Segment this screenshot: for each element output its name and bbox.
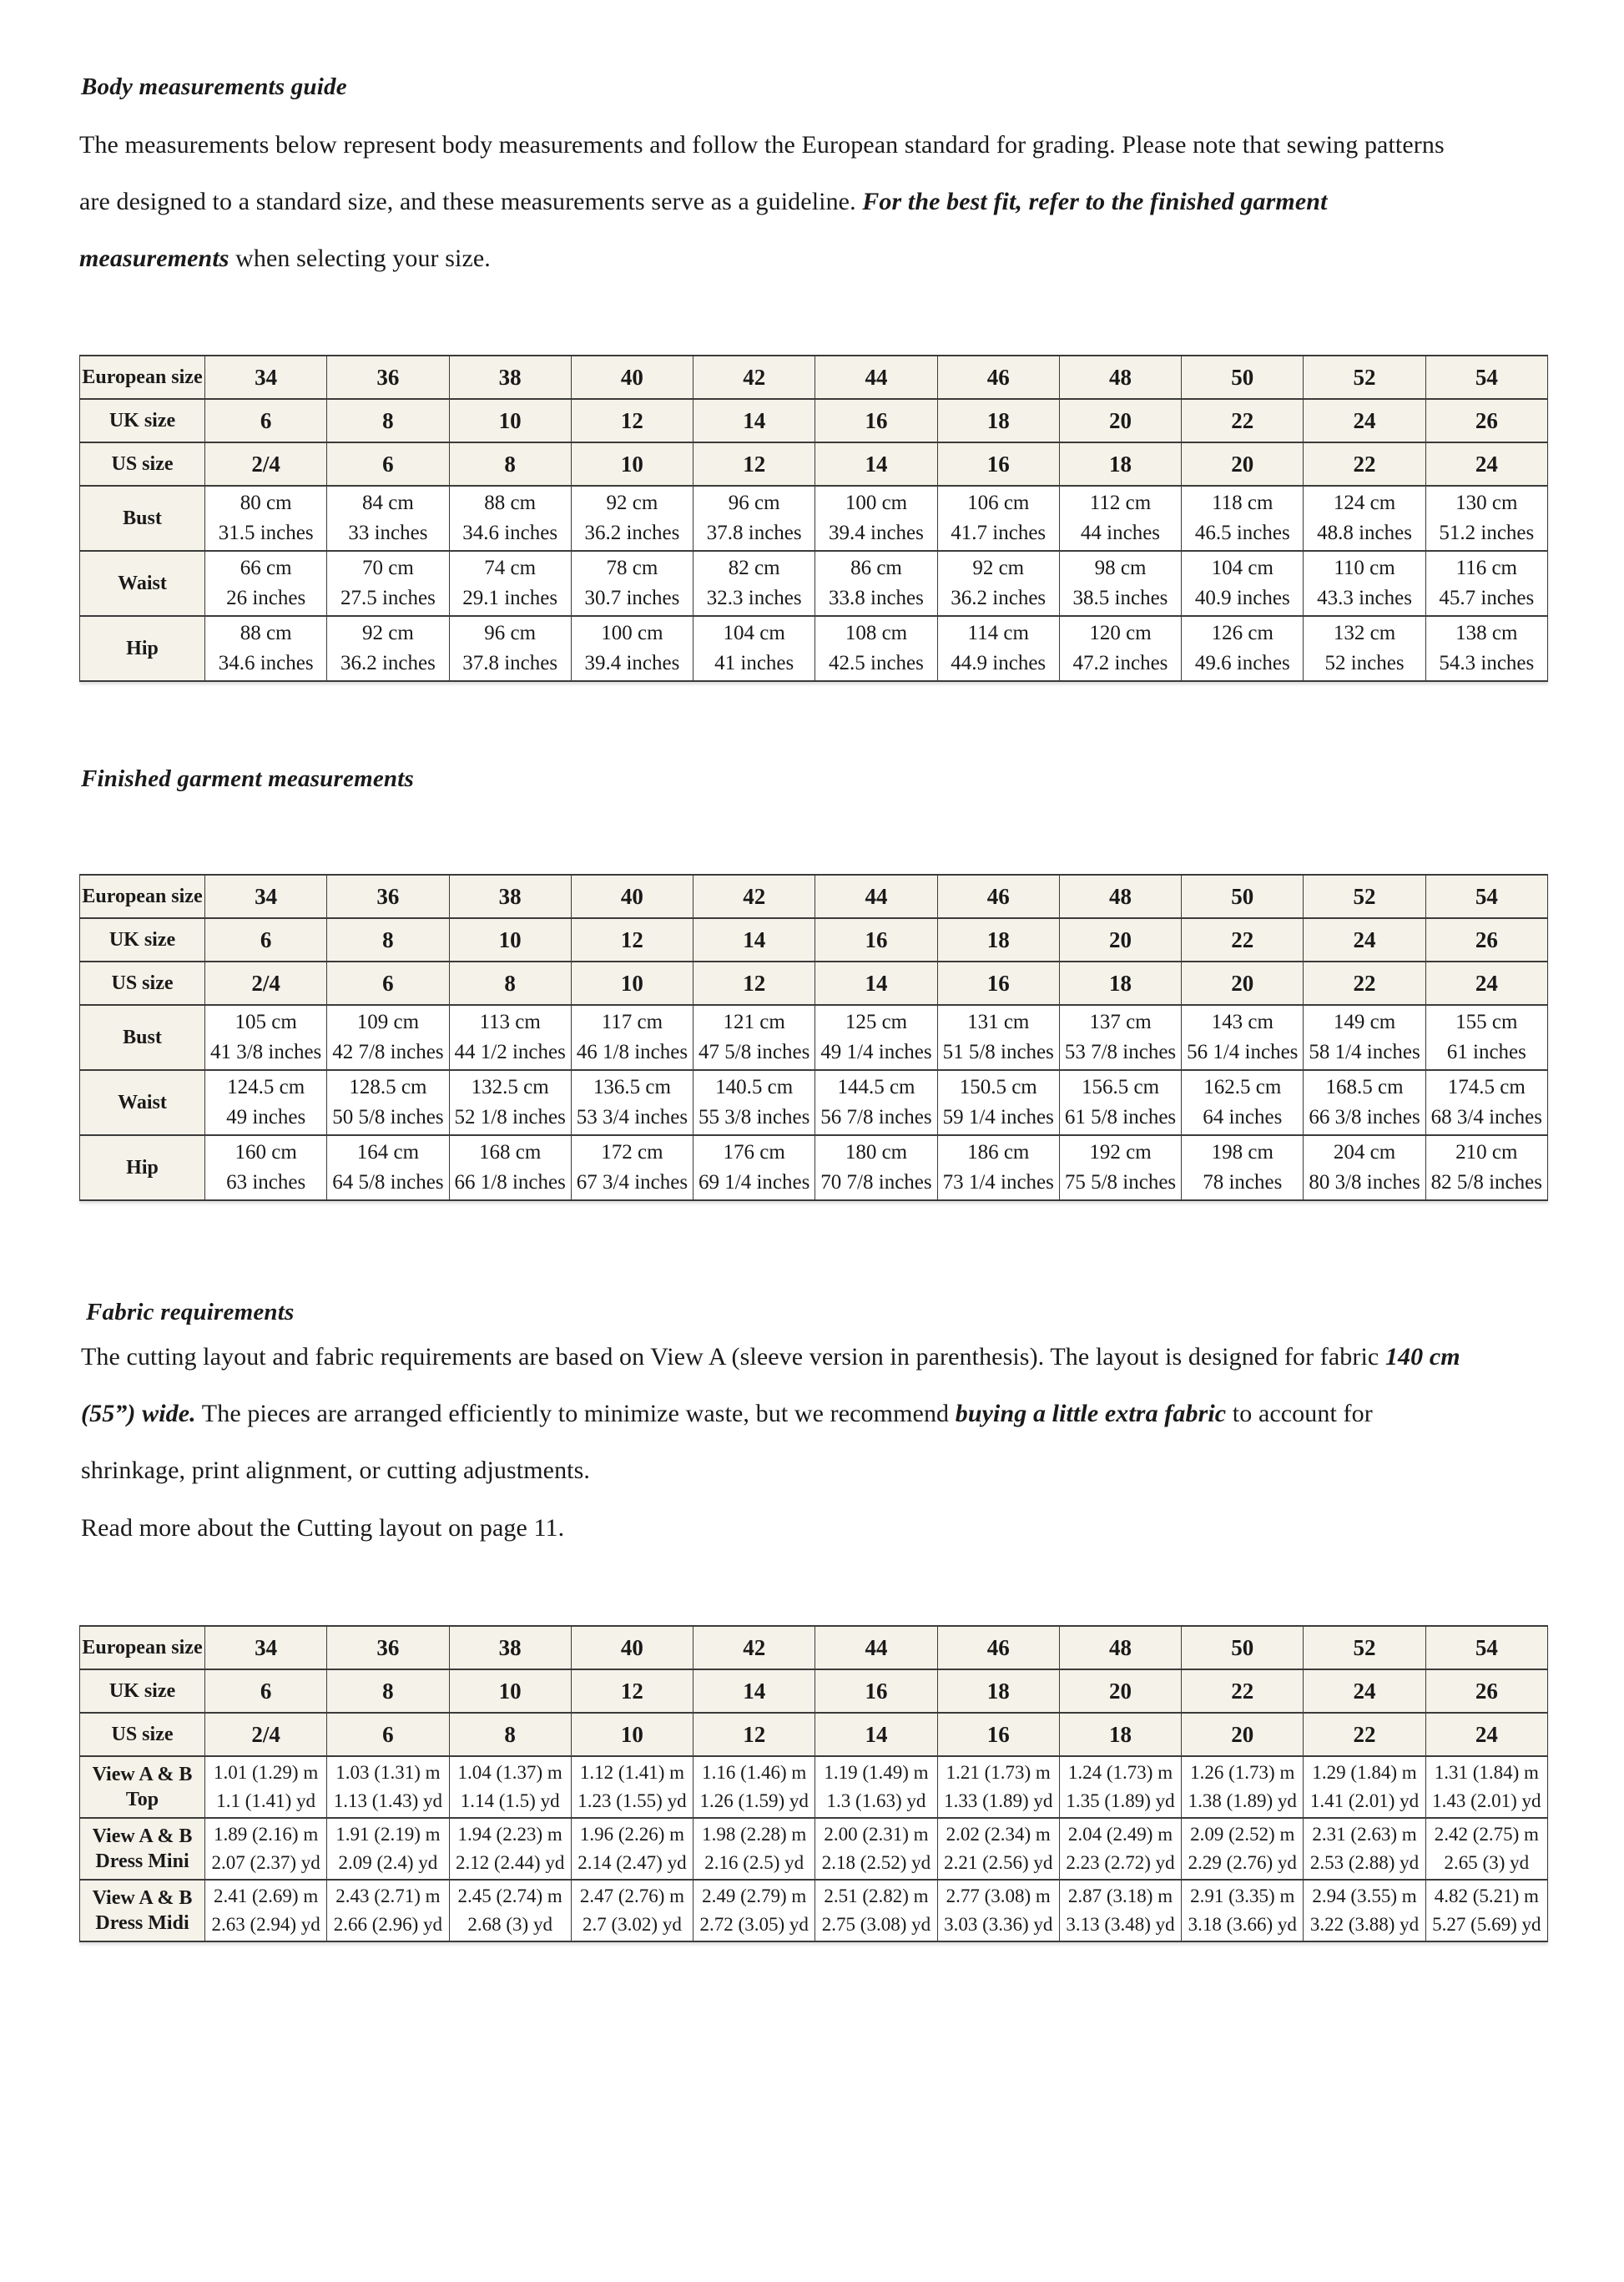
measurement-cell: 84 cm 33 inches — [327, 486, 449, 551]
size-cell: 12 — [571, 1669, 693, 1713]
measurement-cell: 100 cm 39.4 inches — [815, 486, 937, 551]
measurement-cell: 138 cm 54.3 inches — [1425, 616, 1547, 681]
measurement-cell: 210 cm 82 5/8 inches — [1425, 1135, 1547, 1200]
measurement-cell: 1.29 (1.84) m 1.41 (2.01) yd — [1304, 1756, 1425, 1818]
measurement-cell: 1.16 (1.46) m 1.26 (1.59) yd — [693, 1756, 815, 1818]
measurement-cell: 192 cm 75 5/8 inches — [1059, 1135, 1181, 1200]
size-cell: 52 — [1304, 356, 1425, 399]
size-cell: 44 — [815, 356, 937, 399]
size-cell: 16 — [815, 399, 937, 442]
size-cell: 20 — [1182, 962, 1304, 1005]
measurement-row — [80, 486, 1548, 551]
measurement-cell: 2.42 (2.75) m 2.65 (3) yd — [1425, 1818, 1547, 1880]
paragraph-text: The measurements below represent body measurements and follow the European standard for grading. Please note that sewing patterns are designed to a standard size, and these measurements serve as a guideline. — [79, 131, 1445, 215]
measurement-cell: 155 cm 61 inches — [1425, 1005, 1547, 1070]
row-label: European size — [80, 1626, 205, 1669]
size-cell: 46 — [937, 875, 1059, 918]
size-cell: 40 — [571, 875, 693, 918]
size-cell: 48 — [1059, 356, 1181, 399]
measurement-cell: 1.04 (1.37) m 1.14 (1.5) yd — [449, 1756, 571, 1818]
measurement-cell: 130 cm 51.2 inches — [1425, 486, 1547, 551]
measurement-cell: 2.09 (2.52) m 2.29 (2.76) yd — [1182, 1818, 1304, 1880]
size-cell: 36 — [327, 1626, 449, 1669]
size-cell: 18 — [1059, 962, 1181, 1005]
measurement-cell: 143 cm 56 1/4 inches — [1182, 1005, 1304, 1070]
size-cell: 36 — [327, 356, 449, 399]
size-cell: 24 — [1304, 399, 1425, 442]
size-cell: 6 — [205, 918, 327, 962]
size-cell: 14 — [693, 399, 815, 442]
measurement-cell: 92 cm 36.2 inches — [937, 551, 1059, 616]
measurement-cell: 131 cm 51 5/8 inches — [937, 1005, 1059, 1070]
size-header-row — [80, 918, 1548, 962]
read-more-note: Read more about the Cutting layout on page 11. — [81, 1514, 565, 1542]
size-cell: 24 — [1425, 442, 1547, 486]
measurement-cell: 78 cm 30.7 inches — [571, 551, 693, 616]
measurement-cell: 168 cm 66 1/8 inches — [449, 1135, 571, 1200]
size-cell: 6 — [205, 1669, 327, 1713]
size-cell: 8 — [327, 399, 449, 442]
measurement-cell: 2.31 (2.63) m 2.53 (2.88) yd — [1304, 1818, 1425, 1880]
measurement-cell: 1.98 (2.28) m 2.16 (2.5) yd — [693, 1818, 815, 1880]
size-cell: 36 — [327, 875, 449, 918]
size-cell: 50 — [1182, 356, 1304, 399]
row-label: View A & B Dress Mini — [80, 1818, 205, 1880]
size-header-row — [80, 875, 1548, 918]
size-cell: 38 — [449, 875, 571, 918]
measurement-cell: 70 cm 27.5 inches — [327, 551, 449, 616]
fabric-requirements-table — [79, 1625, 1548, 1942]
size-cell: 52 — [1304, 875, 1425, 918]
size-cell: 14 — [815, 962, 937, 1005]
measurement-cell: 1.21 (1.73) m 1.33 (1.89) yd — [937, 1756, 1059, 1818]
measurement-cell: 174.5 cm 68 3/4 inches — [1425, 1070, 1547, 1135]
measurement-cell: 82 cm 32.3 inches — [693, 551, 815, 616]
size-cell: 24 — [1425, 962, 1547, 1005]
size-cell: 50 — [1182, 1626, 1304, 1669]
finished-garment-table — [79, 874, 1548, 1201]
size-cell: 10 — [449, 399, 571, 442]
measurement-cell: 128.5 cm 50 5/8 inches — [327, 1070, 449, 1135]
row-label: UK size — [80, 918, 205, 962]
measurement-cell: 2.00 (2.31) m 2.18 (2.52) yd — [815, 1818, 937, 1880]
measurement-cell: 160 cm 63 inches — [205, 1135, 327, 1200]
row-label: View A & B Top — [80, 1756, 205, 1818]
row-label: US size — [80, 1713, 205, 1756]
measurement-cell: 120 cm 47.2 inches — [1059, 616, 1181, 681]
measurement-cell: 100 cm 39.4 inches — [571, 616, 693, 681]
size-cell: 6 — [205, 399, 327, 442]
measurement-cell: 118 cm 46.5 inches — [1182, 486, 1304, 551]
measurement-cell: 92 cm 36.2 inches — [571, 486, 693, 551]
measurement-cell: 1.96 (2.26) m 2.14 (2.47) yd — [571, 1818, 693, 1880]
size-cell: 22 — [1304, 962, 1425, 1005]
finished-garment-heading: Finished garment measurements — [81, 765, 414, 792]
size-cell: 6 — [327, 1713, 449, 1756]
measurement-cell: 110 cm 43.3 inches — [1304, 551, 1425, 616]
measurement-cell: 156.5 cm 61 5/8 inches — [1059, 1070, 1181, 1135]
measurement-cell: 104 cm 41 inches — [693, 616, 815, 681]
size-cell: 2/4 — [205, 442, 327, 486]
size-cell: 8 — [449, 1713, 571, 1756]
measurement-cell: 66 cm 26 inches — [205, 551, 327, 616]
size-cell: 22 — [1182, 1669, 1304, 1713]
size-cell: 24 — [1304, 1669, 1425, 1713]
size-cell: 26 — [1425, 399, 1547, 442]
size-cell: 2/4 — [205, 962, 327, 1005]
size-cell: 12 — [693, 442, 815, 486]
measurement-cell: 112 cm 44 inches — [1059, 486, 1181, 551]
size-cell: 10 — [571, 442, 693, 486]
size-cell: 14 — [693, 918, 815, 962]
measurement-row — [80, 551, 1548, 616]
size-cell: 16 — [937, 442, 1059, 486]
measurement-cell: 140.5 cm 55 3/8 inches — [693, 1070, 815, 1135]
measurement-cell: 150.5 cm 59 1/4 inches — [937, 1070, 1059, 1135]
size-cell: 18 — [937, 1669, 1059, 1713]
size-cell: 20 — [1059, 399, 1181, 442]
measurement-cell: 2.04 (2.49) m 2.23 (2.72) yd — [1059, 1818, 1181, 1880]
measurement-cell: 108 cm 42.5 inches — [815, 616, 937, 681]
row-label: US size — [80, 962, 205, 1005]
measurement-cell: 109 cm 42 7/8 inches — [327, 1005, 449, 1070]
size-cell: 44 — [815, 875, 937, 918]
measurement-cell: 121 cm 47 5/8 inches — [693, 1005, 815, 1070]
measurement-cell: 1.03 (1.31) m 1.13 (1.43) yd — [327, 1756, 449, 1818]
size-cell: 54 — [1425, 356, 1547, 399]
size-cell: 6 — [327, 962, 449, 1005]
measurement-cell: 2.77 (3.08) m 3.03 (3.36) yd — [937, 1880, 1059, 1941]
fabric-requirements-paragraph — [81, 1329, 1475, 1499]
size-cell: 44 — [815, 1626, 937, 1669]
measurement-cell: 132 cm 52 inches — [1304, 616, 1425, 681]
size-cell: 10 — [571, 962, 693, 1005]
measurement-row — [80, 616, 1548, 681]
size-cell: 10 — [571, 1713, 693, 1756]
measurement-cell: 186 cm 73 1/4 inches — [937, 1135, 1059, 1200]
measurement-cell: 2.47 (2.76) m 2.7 (3.02) yd — [571, 1880, 693, 1941]
size-cell: 16 — [937, 1713, 1059, 1756]
row-label: European size — [80, 356, 205, 399]
measurement-cell: 1.01 (1.29) m 1.1 (1.41) yd — [205, 1756, 327, 1818]
size-cell: 8 — [449, 962, 571, 1005]
size-cell: 10 — [449, 918, 571, 962]
size-cell: 34 — [205, 356, 327, 399]
measurement-cell: 92 cm 36.2 inches — [327, 616, 449, 681]
measurement-cell: 136.5 cm 53 3/4 inches — [571, 1070, 693, 1135]
measurement-cell: 125 cm 49 1/4 inches — [815, 1005, 937, 1070]
size-cell: 16 — [937, 962, 1059, 1005]
measurement-cell: 117 cm 46 1/8 inches — [571, 1005, 693, 1070]
size-cell: 20 — [1059, 1669, 1181, 1713]
size-cell: 24 — [1304, 918, 1425, 962]
size-cell: 42 — [693, 875, 815, 918]
row-label: Hip — [80, 1135, 205, 1200]
size-cell: 22 — [1304, 442, 1425, 486]
measurement-cell: 86 cm 33.8 inches — [815, 551, 937, 616]
measurement-cell: 113 cm 44 1/2 inches — [449, 1005, 571, 1070]
size-cell: 8 — [327, 1669, 449, 1713]
row-label: European size — [80, 875, 205, 918]
measurement-cell: 180 cm 70 7/8 inches — [815, 1135, 937, 1200]
measurement-cell: 88 cm 34.6 inches — [205, 616, 327, 681]
measurement-cell: 2.41 (2.69) m 2.63 (2.94) yd — [205, 1880, 327, 1941]
size-cell: 10 — [449, 1669, 571, 1713]
row-label: Waist — [80, 551, 205, 616]
measurement-cell: 74 cm 29.1 inches — [449, 551, 571, 616]
measurement-cell: 124 cm 48.8 inches — [1304, 486, 1425, 551]
measurement-cell: 124.5 cm 49 inches — [205, 1070, 327, 1135]
measurement-cell: 2.94 (3.55) m 3.22 (3.88) yd — [1304, 1880, 1425, 1941]
size-cell: 22 — [1182, 399, 1304, 442]
body-measurements-paragraph — [79, 117, 1473, 287]
row-label: Bust — [80, 486, 205, 551]
size-cell: 46 — [937, 356, 1059, 399]
size-header-row — [80, 356, 1548, 399]
size-header-row — [80, 1626, 1548, 1669]
measurement-cell: 2.87 (3.18) m 3.13 (3.48) yd — [1059, 1880, 1181, 1941]
measurement-cell: 2.43 (2.71) m 2.66 (2.96) yd — [327, 1880, 449, 1941]
size-cell: 14 — [815, 442, 937, 486]
measurement-cell: 2.49 (2.79) m 2.72 (3.05) yd — [693, 1880, 815, 1941]
size-cell: 6 — [327, 442, 449, 486]
measurement-cell: 88 cm 34.6 inches — [449, 486, 571, 551]
measurement-cell: 198 cm 78 inches — [1182, 1135, 1304, 1200]
size-cell: 26 — [1425, 918, 1547, 962]
size-cell: 16 — [815, 1669, 937, 1713]
size-cell: 2/4 — [205, 1713, 327, 1756]
size-cell: 20 — [1059, 918, 1181, 962]
size-cell: 20 — [1182, 1713, 1304, 1756]
size-cell: 18 — [937, 399, 1059, 442]
size-cell: 50 — [1182, 875, 1304, 918]
size-cell: 18 — [1059, 1713, 1181, 1756]
paragraph-text: The pieces are arranged efficiently to minimize waste, but we recommend — [195, 1400, 956, 1427]
measurement-cell: 2.51 (2.82) m 2.75 (3.08) yd — [815, 1880, 937, 1941]
size-cell: 34 — [205, 875, 327, 918]
size-cell: 48 — [1059, 1626, 1181, 1669]
measurement-cell: 106 cm 41.7 inches — [937, 486, 1059, 551]
row-label: US size — [80, 442, 205, 486]
measurement-cell: 137 cm 53 7/8 inches — [1059, 1005, 1181, 1070]
size-cell: 52 — [1304, 1626, 1425, 1669]
size-cell: 14 — [693, 1669, 815, 1713]
measurement-cell: 144.5 cm 56 7/8 inches — [815, 1070, 937, 1135]
size-cell: 38 — [449, 1626, 571, 1669]
size-cell: 14 — [815, 1713, 937, 1756]
row-label: Waist — [80, 1070, 205, 1135]
row-label: Hip — [80, 616, 205, 681]
size-header-row — [80, 442, 1548, 486]
measurement-cell: 98 cm 38.5 inches — [1059, 551, 1181, 616]
measurement-row — [80, 1005, 1548, 1070]
measurement-cell: 105 cm 41 3/8 inches — [205, 1005, 327, 1070]
measurement-cell: 172 cm 67 3/4 inches — [571, 1135, 693, 1200]
paragraph-text: to account for shrinkage, print alignment, or cutting adjustments. — [81, 1400, 1373, 1484]
measurement-cell: 164 cm 64 5/8 inches — [327, 1135, 449, 1200]
size-cell: 42 — [693, 1626, 815, 1669]
measurement-cell: 114 cm 44.9 inches — [937, 616, 1059, 681]
paragraph-emphasis: buying a little extra fabric — [955, 1400, 1227, 1427]
measurement-cell: 1.94 (2.23) m 2.12 (2.44) yd — [449, 1818, 571, 1880]
row-label: View A & B Dress Midi — [80, 1880, 205, 1941]
row-label: UK size — [80, 1669, 205, 1713]
size-cell: 18 — [937, 918, 1059, 962]
size-header-row — [80, 399, 1548, 442]
measurement-row — [80, 1135, 1548, 1200]
measurement-cell: 2.91 (3.35) m 3.18 (3.66) yd — [1182, 1880, 1304, 1941]
size-cell: 18 — [1059, 442, 1181, 486]
size-header-row — [80, 962, 1548, 1005]
measurement-cell: 204 cm 80 3/8 inches — [1304, 1135, 1425, 1200]
paragraph-emphasis: 140 cm (55”) wide. — [81, 1343, 1460, 1427]
size-cell: 42 — [693, 356, 815, 399]
measurement-cell: 1.26 (1.73) m 1.38 (1.89) yd — [1182, 1756, 1304, 1818]
measurement-cell: 132.5 cm 52 1/8 inches — [449, 1070, 571, 1135]
size-cell: 8 — [449, 442, 571, 486]
size-cell: 54 — [1425, 875, 1547, 918]
measurement-cell: 176 cm 69 1/4 inches — [693, 1135, 815, 1200]
fabric-requirements-heading: Fabric requirements — [86, 1299, 295, 1325]
measurement-row — [80, 1070, 1548, 1135]
size-cell: 12 — [693, 1713, 815, 1756]
size-cell: 40 — [571, 1626, 693, 1669]
size-cell: 26 — [1425, 1669, 1547, 1713]
measurement-cell: 1.89 (2.16) m 2.07 (2.37) yd — [205, 1818, 327, 1880]
size-cell: 24 — [1425, 1713, 1547, 1756]
size-cell: 16 — [815, 918, 937, 962]
measurement-row — [80, 1818, 1548, 1880]
size-cell: 8 — [327, 918, 449, 962]
size-cell: 54 — [1425, 1626, 1547, 1669]
measurement-cell: 1.91 (2.19) m 2.09 (2.4) yd — [327, 1818, 449, 1880]
measurement-cell: 2.45 (2.74) m 2.68 (3) yd — [449, 1880, 571, 1941]
size-header-row — [80, 1713, 1548, 1756]
measurement-row — [80, 1756, 1548, 1818]
size-cell: 22 — [1304, 1713, 1425, 1756]
size-cell: 40 — [571, 356, 693, 399]
size-cell: 12 — [693, 962, 815, 1005]
measurement-cell: 1.31 (1.84) m 1.43 (2.01) yd — [1425, 1756, 1547, 1818]
body-measurements-table — [79, 355, 1548, 682]
measurement-cell: 4.82 (5.21) m 5.27 (5.69) yd — [1425, 1880, 1547, 1941]
size-cell: 38 — [449, 356, 571, 399]
row-label: UK size — [80, 399, 205, 442]
size-cell: 48 — [1059, 875, 1181, 918]
measurement-cell: 96 cm 37.8 inches — [449, 616, 571, 681]
body-measurements-heading: Body measurements guide — [81, 73, 347, 100]
measurement-cell: 104 cm 40.9 inches — [1182, 551, 1304, 616]
measurement-cell: 126 cm 49.6 inches — [1182, 616, 1304, 681]
paragraph-emphasis: For the best fit, refer to the finished garment measurements — [79, 188, 1328, 272]
row-label: Bust — [80, 1005, 205, 1070]
size-cell: 46 — [937, 1626, 1059, 1669]
paragraph-text: The cutting layout and fabric requirements are based on View A (sleeve version in parenthesis). The layout is designed for fabric — [81, 1343, 1385, 1371]
size-cell: 20 — [1182, 442, 1304, 486]
paragraph-text: when selecting your size. — [229, 245, 491, 272]
size-cell: 22 — [1182, 918, 1304, 962]
measurement-cell: 149 cm 58 1/4 inches — [1304, 1005, 1425, 1070]
size-cell: 12 — [571, 399, 693, 442]
measurement-cell: 168.5 cm 66 3/8 inches — [1304, 1070, 1425, 1135]
measurement-row — [80, 1880, 1548, 1941]
measurement-cell: 162.5 cm 64 inches — [1182, 1070, 1304, 1135]
measurement-cell: 1.24 (1.73) m 1.35 (1.89) yd — [1059, 1756, 1181, 1818]
measurement-cell: 80 cm 31.5 inches — [205, 486, 327, 551]
measurement-cell: 1.19 (1.49) m 1.3 (1.63) yd — [815, 1756, 937, 1818]
measurement-cell: 1.12 (1.41) m 1.23 (1.55) yd — [571, 1756, 693, 1818]
size-header-row — [80, 1669, 1548, 1713]
size-cell: 12 — [571, 918, 693, 962]
measurement-cell: 2.02 (2.34) m 2.21 (2.56) yd — [937, 1818, 1059, 1880]
measurement-cell: 96 cm 37.8 inches — [693, 486, 815, 551]
size-cell: 34 — [205, 1626, 327, 1669]
measurement-cell: 116 cm 45.7 inches — [1425, 551, 1547, 616]
